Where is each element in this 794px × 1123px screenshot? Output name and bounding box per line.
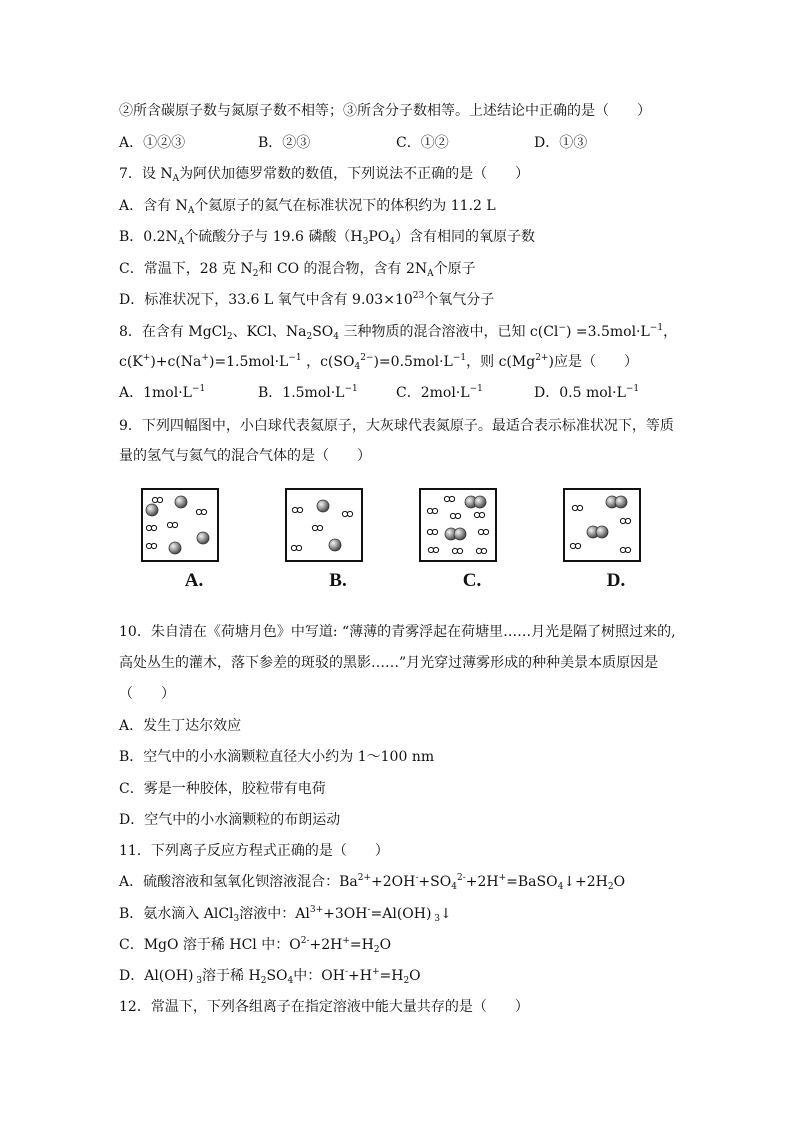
- q6-options: [119, 133, 679, 153]
- q8-options: [119, 383, 679, 403]
- q9-panel-d-box: [563, 488, 641, 562]
- q9-stem-line1: 9．下列四幅图中，小白球代表氦原子，大灰球代表氮原子。最适合表示标准状况下，等质: [119, 418, 674, 434]
- q10-stem-line3: （ ）: [119, 686, 175, 702]
- q6-option-a: A．①②③: [119, 135, 186, 151]
- q9-panel-a-box: [141, 488, 219, 562]
- q6-option-d: D．①③: [534, 135, 588, 151]
- q11-option-b: B．氨水滴入 AlCl$_3$溶液中：$Al^{3+}+3OH^-=Al(OH)$ $_3$↓: [119, 905, 452, 924]
- q11-option-c: C．MgO 溶于稀 HCl 中：$O^{2-}+2H^+=H_2O$: [119, 936, 392, 955]
- q7-option-a: A．含有 $N_A$个氦原子的氦气在标准状况下的体积约为 11.2 L: [119, 198, 496, 216]
- q10-option-b: B．空气中的小水滴颗粒直径大小约为 1～100 nm: [119, 749, 435, 765]
- q9-figure: [119, 488, 679, 600]
- q9-panel-b-label: B.: [329, 570, 347, 591]
- q11-option-d: D．Al(OH) $_3$溶于稀 $H_2SO_4$中：$OH^-+H^+=H_2O$: [119, 967, 421, 986]
- q9-panel-d: [563, 488, 669, 600]
- q11-option-a: A．硫酸溶液和氢氧化钡溶液混合：$Ba^{2+}+2OH^-+SO_4^{2-}+2H^+=BaSO_4↓+2H_2O$: [119, 873, 626, 892]
- q7-stem: 7．设 $N_A$为阿伏加德罗常数的数值，下列说法不正确的是（ ）: [119, 166, 530, 184]
- q9-panel-a-label: A.: [184, 570, 204, 591]
- q6-line: ②所含碳原子数与氮原子数不相等；③所含分子数相等。上述结论中正确的是（ ）: [119, 103, 651, 119]
- q8-stem-line2: $c(K^+)+c(Na^+)=1.5mol\cdot L^{-1}$ ，$c(SO_4^{2-})=0.5mol\cdot L^{-1}$，则 $c(Mg^{2+})$应是（ ）: [119, 353, 638, 372]
- q8-option-c: C．$2mol\cdot L^{-1}$: [396, 384, 483, 401]
- q10-option-c: C．雾是一种胶体，胶粒带有电荷: [119, 781, 326, 797]
- q9-panel-b: [285, 488, 391, 600]
- q10-stem-line1: 10．朱自清在《荷塘月色》中写道: “薄薄的青雾浮起在荷塘里……月光是隔了树照过来的,: [119, 624, 676, 640]
- q9-panel-a: [141, 488, 247, 600]
- q10-option-a: A．发生丁达尔效应: [119, 718, 242, 734]
- q8-option-d: D．0.5 $mol\cdot L^{-1}$: [534, 384, 640, 401]
- q9-panel-b-box: [285, 488, 363, 562]
- q7-option-b: B．$0.2N_A$个硫酸分子与 19.6 磷酸$(H_3PO_4)$含有相同的氧原子数: [119, 229, 535, 247]
- q10-option-d: D．空气中的小水滴颗粒的布朗运动: [119, 812, 341, 828]
- q9-panel-c: [419, 488, 525, 600]
- q7-option-d: D．标准状况下，33.6 L 氧气中含有 $9.03\times 10^{23}$个氧气分子: [119, 291, 495, 308]
- q6-option-b: B．②③: [258, 135, 311, 151]
- q9-panel-c-box: [419, 488, 497, 562]
- q9-stem-line2: 量的氢气与氦气的混合气体的是（ ）: [119, 448, 371, 464]
- q10-stem-line2: 高处丛生的灌木，落下参差的斑驳的黑影……”月光穿过薄雾形成的种种美景本质原因是: [119, 655, 659, 671]
- q8-option-b: B．$1.5mol\cdot L^{-1}$: [258, 384, 358, 401]
- q8-option-a: A．$1mol\cdot L^{-1}$: [119, 384, 206, 401]
- q9-panel-d-label: D.: [606, 570, 626, 591]
- q12-stem: 12．常温下，下列各组离子在指定溶液中能大量共存的是（ ）: [119, 999, 529, 1015]
- q11-stem: 11．下列离子反应方程式正确的是（ ）: [119, 843, 389, 859]
- q9-panel-c-label: C.: [462, 570, 482, 591]
- q6-option-c: C．①②: [396, 135, 449, 151]
- q8-stem-line1: 8．在含有 MgCl$_2$、KCl、$Na_2SO_4$ 三种物质的混合溶液中，已知 $c(Cl^-) =3.5mol\cdot L^{-1}$，: [119, 323, 678, 342]
- q7-option-c: C．常温下，28 克 $N_2$和 CO 的混合物，含有 $2N_A$个原子: [119, 261, 476, 279]
